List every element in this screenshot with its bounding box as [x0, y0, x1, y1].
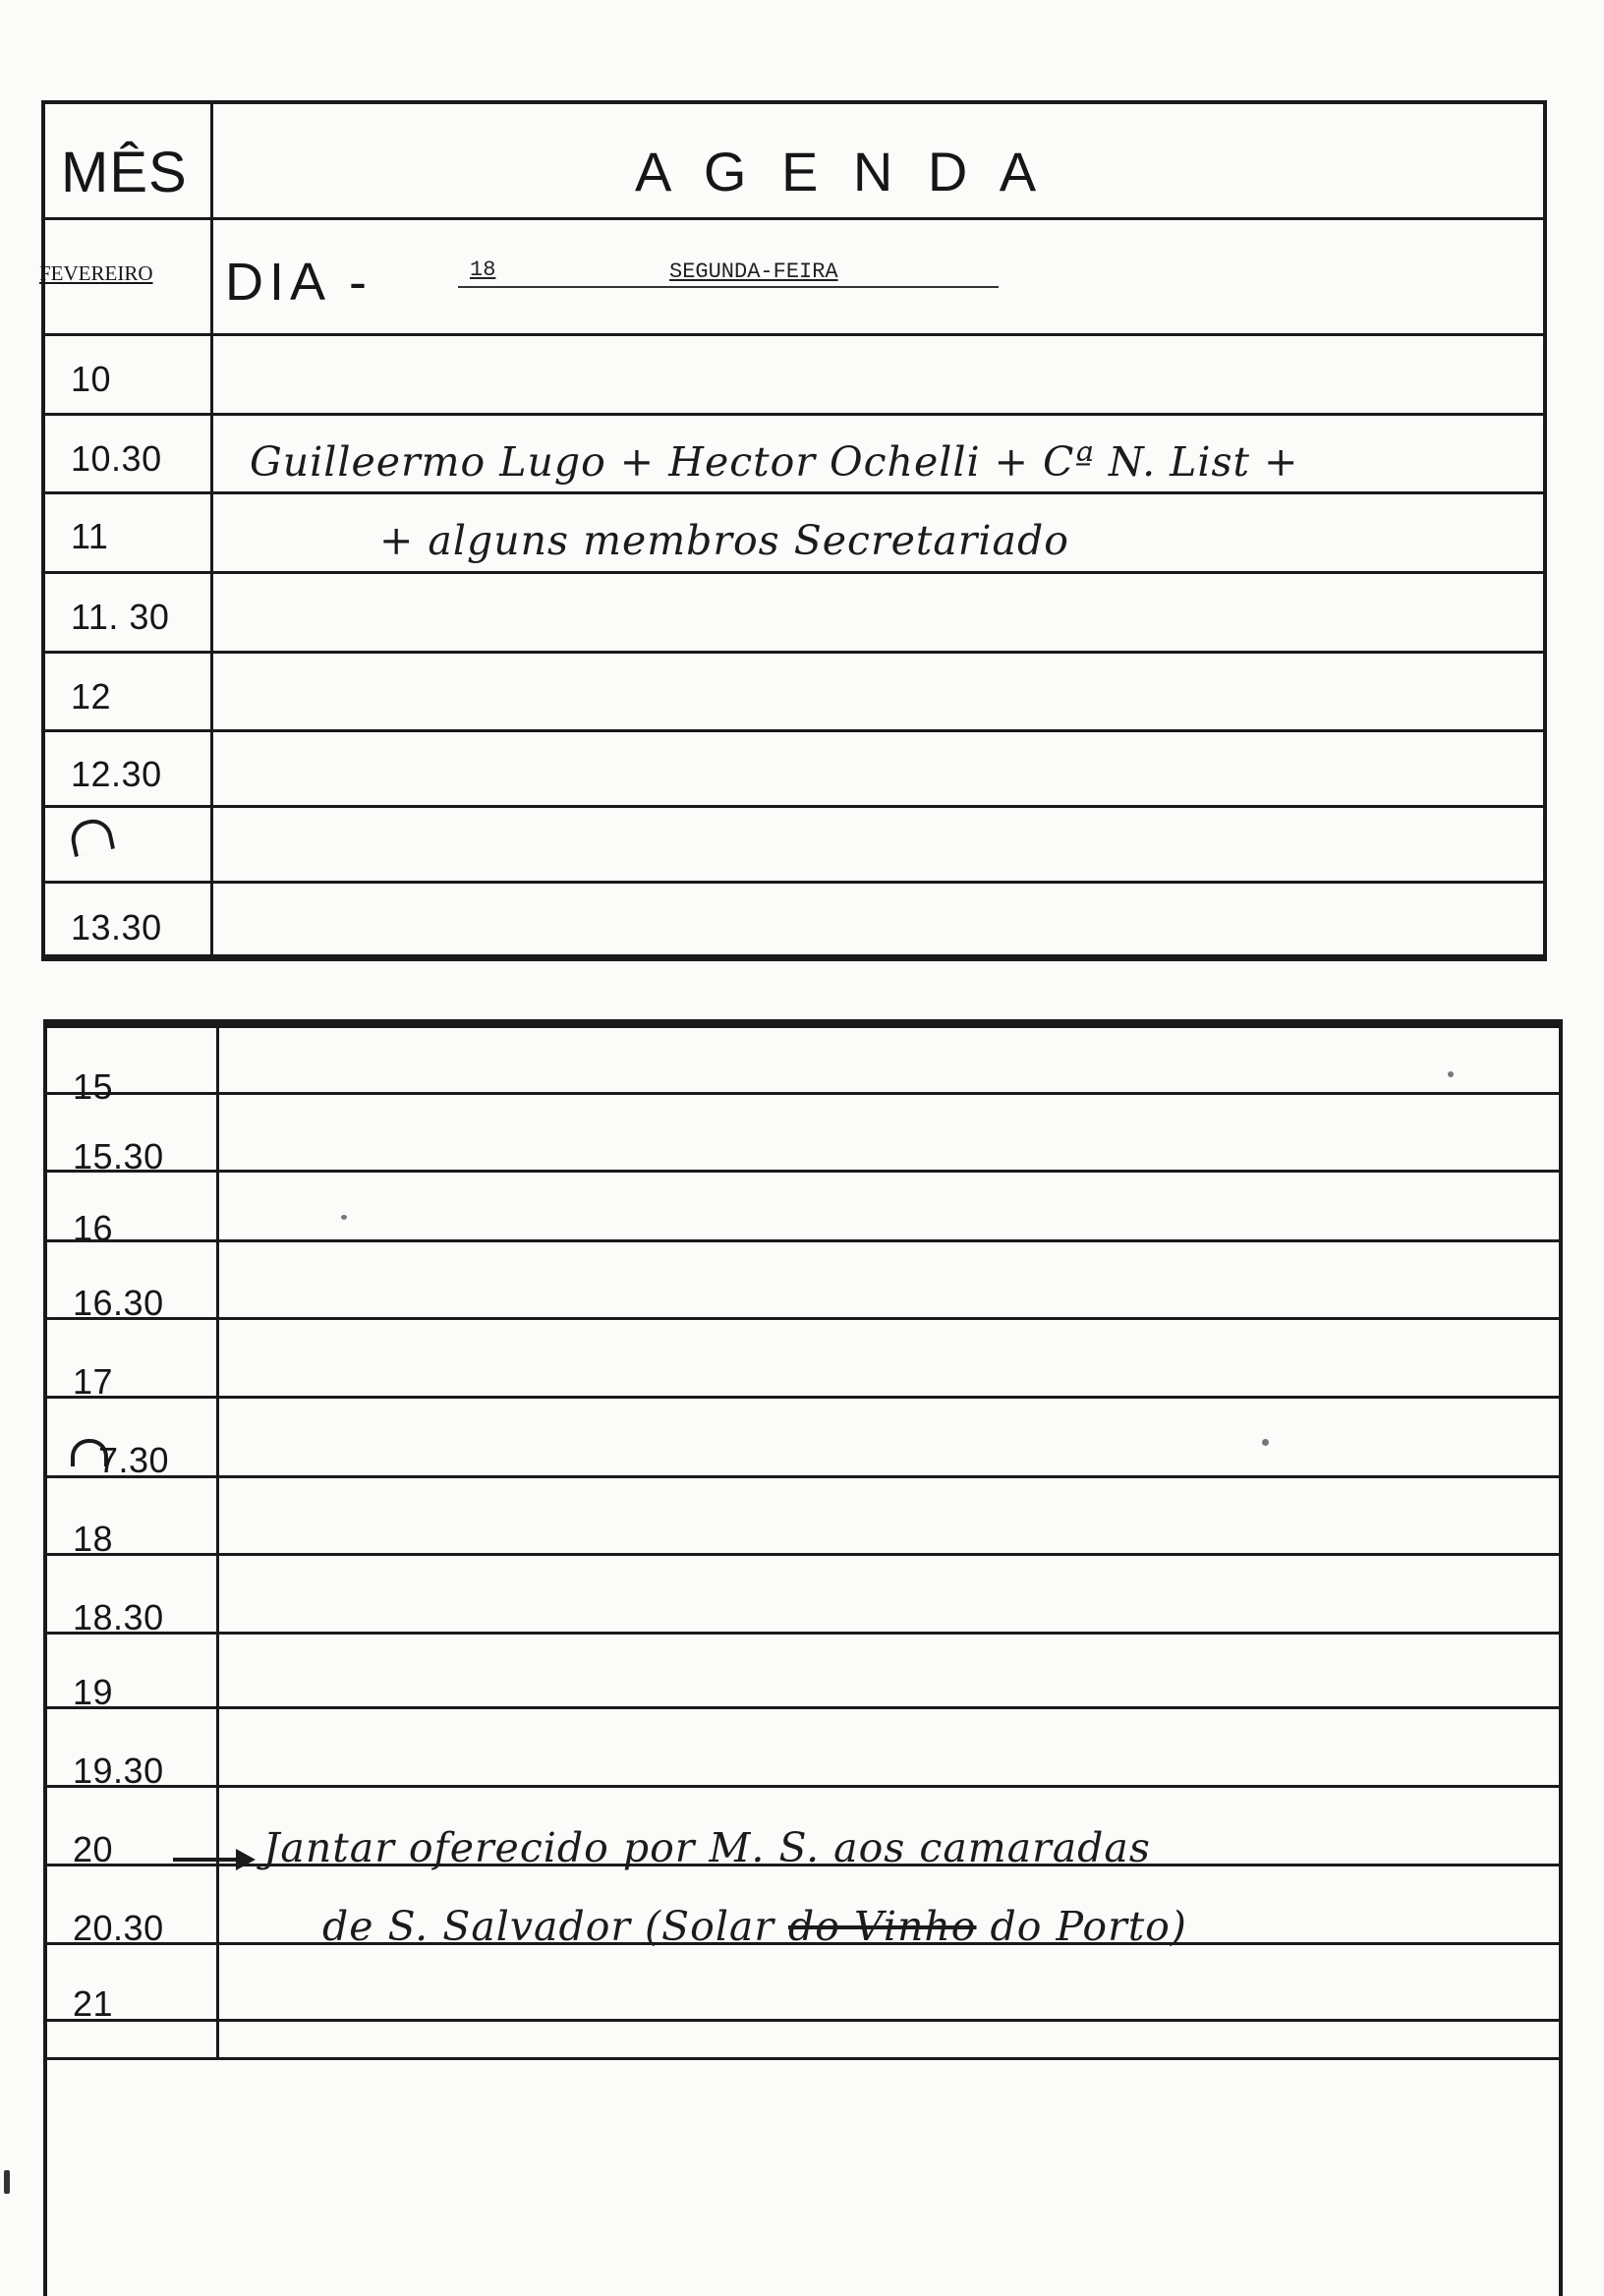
mes-label: MÊS	[61, 141, 188, 204]
row-line	[47, 1317, 1559, 1320]
row-line	[47, 1170, 1559, 1173]
slot-label: 10	[71, 359, 112, 399]
row-line	[45, 729, 1543, 732]
row-line	[45, 217, 1543, 220]
slot-label: 20	[73, 1829, 114, 1869]
slot-label: 20.30	[73, 1908, 164, 1948]
slot-label: 15	[73, 1066, 114, 1107]
date-underline	[458, 286, 999, 288]
row-line	[47, 1553, 1559, 1556]
slot-label: 15.30	[73, 1136, 164, 1177]
evening-entry-line1: Jantar oferecido por M. S. aos camaradas	[263, 1824, 1151, 1871]
slot-label: 16	[73, 1208, 114, 1248]
slot-label: 10.30	[71, 438, 162, 479]
slot-label: 19	[73, 1672, 114, 1712]
struck-out-text: do Vinho	[788, 1903, 977, 1950]
row-line	[45, 333, 1543, 336]
slot-label: 12	[71, 676, 112, 717]
row-line	[47, 2057, 1559, 2060]
row-line	[47, 2019, 1559, 2022]
row-line	[45, 571, 1543, 574]
month-value: FEVEREIRO	[39, 261, 153, 285]
slot-label: 11. 30	[71, 597, 170, 637]
arrow-icon	[171, 1844, 259, 1873]
row-line	[47, 1632, 1559, 1635]
evening-entry-text-b: do Porto)	[990, 1903, 1187, 1950]
morning-entry-line1: Guilleermo Lugo + Hector Ochelli + Cª N. List +	[250, 438, 1299, 486]
row-line	[47, 1706, 1559, 1709]
slot-label: 17	[73, 1361, 114, 1402]
row-line	[47, 1475, 1559, 1478]
slot-mark	[68, 816, 115, 857]
morning-entry-line2: + alguns membros Secretariado	[379, 517, 1069, 564]
row-line	[47, 1396, 1559, 1399]
agenda-title: A G E N D A	[635, 141, 1047, 202]
afternoon-agenda-sheet	[43, 1019, 1563, 2296]
scan-speck	[1262, 1439, 1269, 1446]
slot-label: 7.30	[98, 1440, 170, 1480]
scan-speck	[4, 2170, 10, 2194]
column-divider	[216, 1028, 219, 2057]
evening-entry-text-a: de S. Salvador (Solar	[322, 1903, 774, 1950]
slot-label: 13.30	[71, 907, 162, 947]
evening-entry-line2	[322, 1903, 1187, 1950]
scan-speck	[341, 1215, 347, 1220]
slot-label: 16.30	[73, 1283, 164, 1323]
slot-label: 11	[71, 516, 109, 556]
slot-label: 18	[73, 1519, 114, 1559]
row-line	[45, 651, 1543, 654]
row-line	[45, 805, 1543, 808]
row-line	[45, 491, 1543, 494]
row-line	[45, 881, 1543, 884]
scan-speck	[1448, 1071, 1454, 1077]
row-line	[47, 1239, 1559, 1242]
dia-label: DIA -	[225, 253, 373, 312]
row-line	[45, 413, 1543, 416]
slot-label: 21	[73, 1983, 114, 2024]
slot-label: 12.30	[71, 754, 162, 794]
weekday: SEGUNDA-FEIRA	[669, 259, 838, 284]
morning-agenda-sheet	[41, 100, 1547, 961]
slot-label: 18.30	[73, 1597, 164, 1637]
row-line	[47, 1092, 1559, 1095]
day-number: 18	[470, 258, 496, 282]
row-line	[47, 1785, 1559, 1788]
slot-label: 19.30	[73, 1751, 164, 1791]
column-divider	[210, 104, 213, 954]
